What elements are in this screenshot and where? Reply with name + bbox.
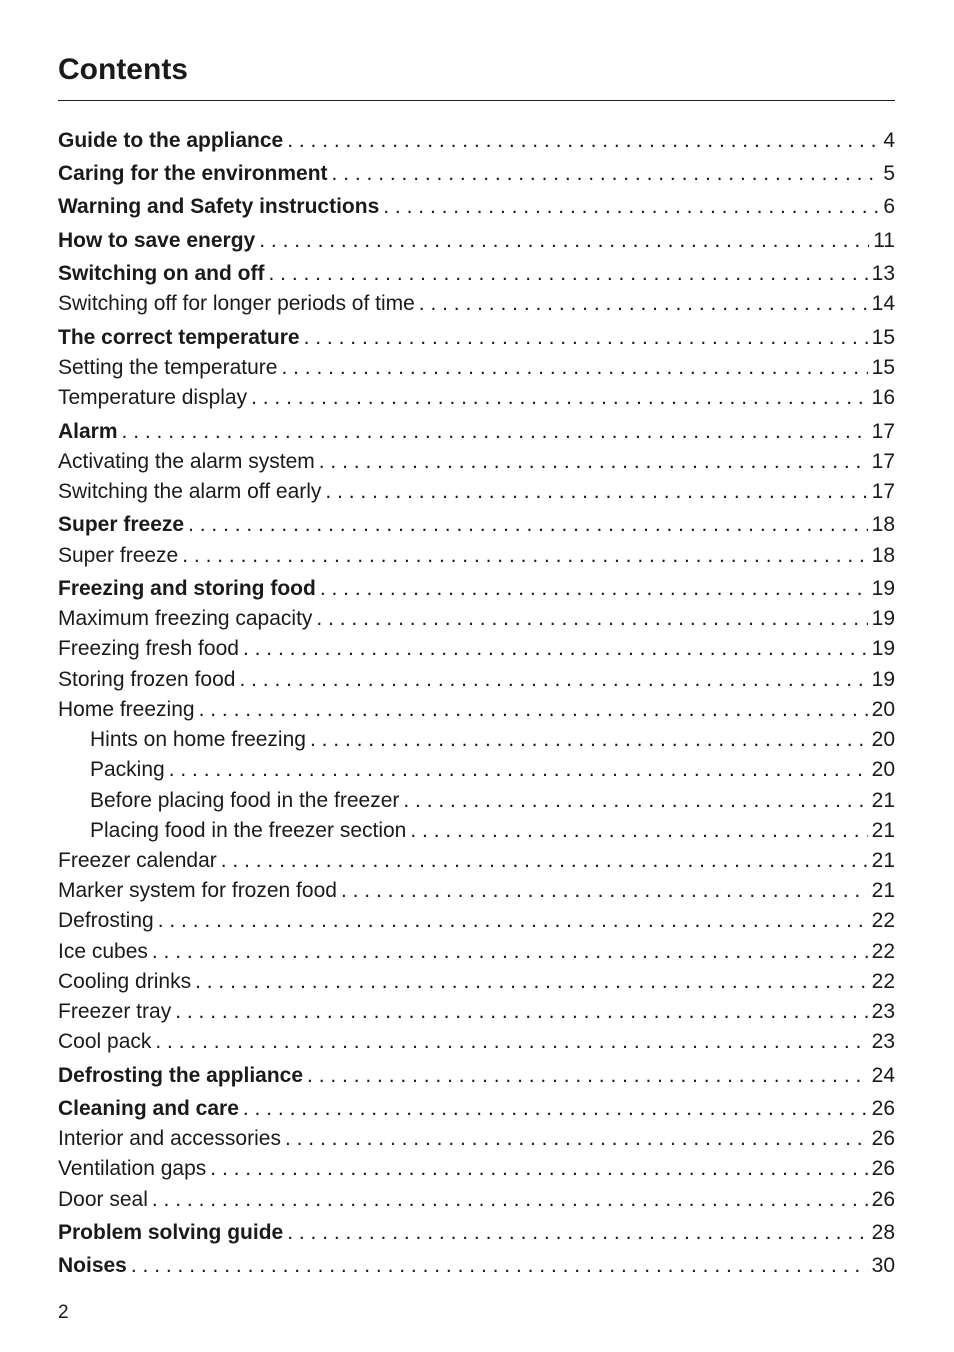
- dot-leader: [152, 1186, 868, 1214]
- toc-entry-title: Warning and Safety instructions: [58, 195, 380, 218]
- toc-entry: [58, 1028, 895, 1056]
- title-divider: [58, 100, 895, 101]
- toc-entry: [58, 575, 895, 603]
- dot-leader: [195, 968, 868, 996]
- toc-entry: [58, 817, 895, 845]
- toc-entry: [58, 847, 895, 875]
- toc-entry: [58, 354, 895, 382]
- dot-leader: [259, 227, 869, 255]
- toc-entry-title: How to save energy: [58, 229, 256, 252]
- toc-entry-title: Ventilation gaps: [58, 1157, 207, 1180]
- toc-entry-title: Switching the alarm off early: [58, 480, 322, 503]
- dot-leader: [210, 1155, 867, 1183]
- toc-entry-title: Switching off for longer periods of time: [58, 292, 415, 315]
- toc-entry-title: Super freeze: [58, 513, 185, 536]
- toc-entry-title: Storing frozen food: [58, 668, 236, 691]
- toc-entry-title: Home freezing: [58, 698, 195, 721]
- toc-entry-page: 21: [871, 879, 895, 902]
- toc-entry-page: 30: [871, 1254, 895, 1277]
- toc-entry: [58, 324, 895, 352]
- toc-entry-page: 19: [871, 607, 895, 630]
- toc-entry-page: 13: [871, 262, 895, 285]
- toc-entry-title: Hints on home freezing: [90, 728, 306, 751]
- dot-leader: [188, 511, 868, 539]
- toc-entry: [58, 1219, 895, 1247]
- toc-entry-page: 14: [871, 292, 895, 315]
- dot-leader: [285, 1125, 868, 1153]
- dot-leader: [182, 542, 867, 570]
- page-title: Contents: [58, 53, 188, 86]
- toc-entry: [58, 726, 895, 754]
- toc-entry-page: 23: [871, 1030, 895, 1053]
- dot-leader: [155, 1028, 867, 1056]
- toc-entry-title: Noises: [58, 1254, 127, 1277]
- toc-entry: [58, 260, 895, 288]
- toc-entry-page: 20: [871, 698, 895, 721]
- toc-entry-title: Cooling drinks: [58, 970, 192, 993]
- toc-entry-page: 17: [871, 450, 895, 473]
- toc-entry-title: Door seal: [58, 1188, 148, 1211]
- toc-entry-title: Caring for the environment: [58, 162, 328, 185]
- toc-entry-page: 26: [871, 1157, 895, 1180]
- page-number: 2: [58, 1302, 69, 1323]
- toc-entry: [58, 542, 895, 570]
- dot-leader: [251, 384, 868, 412]
- toc-entry-page: 11: [873, 229, 895, 252]
- toc-entry-page: 17: [871, 420, 895, 443]
- toc-entry-title: Freezing and storing food: [58, 577, 316, 600]
- dot-leader: [243, 635, 868, 663]
- dot-leader: [221, 847, 868, 875]
- toc-entry: [58, 968, 895, 996]
- toc-entry-page: 17: [871, 480, 895, 503]
- toc-entry-page: 15: [871, 326, 895, 349]
- toc-entry-page: 28: [871, 1221, 895, 1244]
- toc-entry-page: 22: [871, 940, 895, 963]
- dot-leader: [199, 696, 868, 724]
- toc-entry-title: Before placing food in the freezer: [90, 789, 400, 812]
- dot-leader: [131, 1252, 868, 1280]
- dot-leader: [332, 160, 880, 188]
- toc-entry-title: Interior and accessories: [58, 1127, 281, 1150]
- dot-leader: [307, 1062, 868, 1090]
- toc-entry-title: Alarm: [58, 420, 118, 443]
- toc-entry-title: Switching on and off: [58, 262, 265, 285]
- dot-leader: [383, 193, 879, 221]
- toc-entry: [58, 605, 895, 633]
- toc-entry-page: 26: [871, 1127, 895, 1150]
- toc-entry-page: 18: [871, 544, 895, 567]
- dot-leader: [169, 756, 868, 784]
- toc-entry: [58, 1252, 895, 1280]
- toc-entry-title: Super freeze: [58, 544, 179, 567]
- toc-entry: [58, 448, 895, 476]
- toc-entry: [58, 1155, 895, 1183]
- toc-entry-page: 21: [871, 789, 895, 812]
- toc-entry-title: Ice cubes: [58, 940, 148, 963]
- toc-entry-title: Setting the temperature: [58, 356, 278, 379]
- toc-entry-title: Maximum freezing capacity: [58, 607, 313, 630]
- dot-leader: [320, 575, 868, 603]
- toc-entry-page: 26: [871, 1097, 895, 1120]
- toc-entry: [58, 756, 895, 784]
- dot-leader: [310, 726, 868, 754]
- toc-entry-page: 6: [883, 195, 895, 218]
- dot-leader: [341, 877, 868, 905]
- toc-entry: [58, 193, 895, 221]
- toc-entry-title: Guide to the appliance: [58, 129, 284, 152]
- toc-entry: [58, 384, 895, 412]
- dot-leader: [419, 290, 868, 318]
- toc-entry: [58, 511, 895, 539]
- dot-leader: [239, 666, 867, 694]
- toc-entry-page: 4: [883, 129, 895, 152]
- toc-entry-title: Packing: [90, 758, 165, 781]
- toc-entry-title: Cool pack: [58, 1030, 152, 1053]
- toc-entry-page: 26: [871, 1188, 895, 1211]
- toc-entry-page: 19: [871, 668, 895, 691]
- toc-entry-title: Temperature display: [58, 386, 248, 409]
- dot-leader: [122, 418, 868, 446]
- dot-leader: [319, 448, 868, 476]
- toc-entry: [58, 877, 895, 905]
- toc-entry: [58, 478, 895, 506]
- toc-entry-title: Freezer tray: [58, 1000, 172, 1023]
- toc-entry-title: Cleaning and care: [58, 1097, 239, 1120]
- dot-leader: [287, 127, 879, 155]
- toc-entry: [58, 1186, 895, 1214]
- dot-leader: [281, 354, 867, 382]
- dot-leader: [152, 938, 868, 966]
- toc-entry: [58, 998, 895, 1026]
- toc-entry: [58, 160, 895, 188]
- toc-entry-page: 21: [871, 819, 895, 842]
- dot-leader: [268, 260, 867, 288]
- toc-entry-page: 22: [871, 970, 895, 993]
- toc-entry: [58, 938, 895, 966]
- toc-entry-title: Defrosting: [58, 909, 154, 932]
- toc-entry-page: 24: [871, 1064, 895, 1087]
- toc-entry: [58, 227, 895, 255]
- toc-entry-title: Placing food in the freezer section: [90, 819, 407, 842]
- toc-entry: [58, 907, 895, 935]
- toc-entry-page: 15: [871, 356, 895, 379]
- toc-entry-title: Activating the alarm system: [58, 450, 315, 473]
- toc-entry: [58, 696, 895, 724]
- toc-entry-page: 5: [883, 162, 895, 185]
- dot-leader: [316, 605, 867, 633]
- dot-leader: [410, 817, 867, 845]
- dot-leader: [403, 787, 867, 815]
- dot-leader: [287, 1219, 867, 1247]
- toc-entry-page: 18: [871, 513, 895, 536]
- toc-entry-page: 20: [871, 728, 895, 751]
- toc-entry-page: 19: [871, 637, 895, 660]
- toc-entry: [58, 127, 895, 155]
- toc-entry: [58, 666, 895, 694]
- toc-entry-page: 20: [871, 758, 895, 781]
- toc-entry-title: Defrosting the appliance: [58, 1064, 304, 1087]
- toc-entry-title: Problem solving guide: [58, 1221, 284, 1244]
- toc-entry-page: 22: [871, 909, 895, 932]
- toc-entry-page: 19: [871, 577, 895, 600]
- toc-entry: [58, 1095, 895, 1123]
- toc-entry: [58, 635, 895, 663]
- toc-entry-page: 21: [871, 849, 895, 872]
- toc-entry: [58, 787, 895, 815]
- toc-entry-page: 16: [871, 386, 895, 409]
- dot-leader: [243, 1095, 868, 1123]
- toc-entry-page: 23: [871, 1000, 895, 1023]
- toc-entry: [58, 290, 895, 318]
- dot-leader: [175, 998, 867, 1026]
- toc-entry-title: Marker system for frozen food: [58, 879, 337, 902]
- toc-entry: [58, 1125, 895, 1153]
- dot-leader: [158, 907, 868, 935]
- toc-entry: [58, 1062, 895, 1090]
- dot-leader: [304, 324, 868, 352]
- toc-entry: [58, 418, 895, 446]
- toc-entry-title: The correct temperature: [58, 326, 300, 349]
- toc-entry-title: Freezing fresh food: [58, 637, 239, 660]
- toc-entry-title: Freezer calendar: [58, 849, 217, 872]
- dot-leader: [325, 478, 867, 506]
